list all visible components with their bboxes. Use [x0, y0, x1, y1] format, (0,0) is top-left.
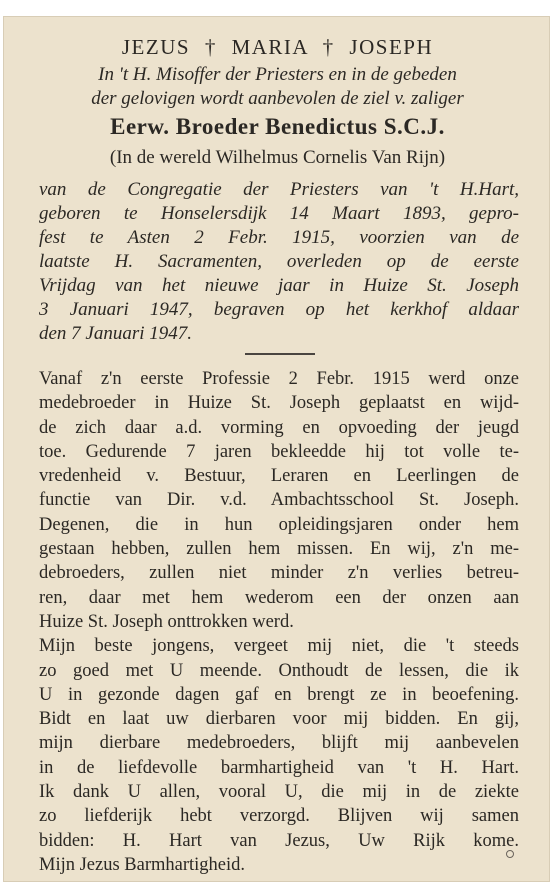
memorial-text: [39, 367, 519, 877]
text-line: Vanaf z'n eerste Professie 2 Febr. 1915 werd onze: [39, 369, 519, 389]
text-line: Mijn beste jongens, vergeet mij niet, die 't steeds: [39, 636, 519, 657]
text-line: Huize St. Joseph onttrokken werd.: [39, 611, 294, 632]
cross-icon: †: [204, 35, 217, 59]
text-line: mijn dierbare medebroeders, blijft mij aanbevelen: [39, 733, 519, 754]
divider: [245, 353, 315, 355]
text-line: U in gezonde dagen gaf en brengt ze in beoefening.: [39, 684, 519, 705]
deceased-name: Eerw. Broeder Benedictus S.C.J.: [110, 114, 445, 139]
memorial-card: [3, 16, 550, 882]
text-line: medebroeder in Huize St. Joseph geplaatst en wijd-: [39, 393, 519, 414]
header-maria: MARIA: [231, 35, 308, 59]
card-header: [4, 35, 550, 60]
text-line: Degenen, die in hun opleidingsjaren onder hem: [39, 514, 519, 535]
intro-line: In 't H. Misoffer der Priesters en in de gebeden: [98, 64, 457, 85]
bio-line: van de Congregatie der Priesters van 't H.Hart,: [39, 179, 519, 200]
text-line: Mijn Jezus Barmhartigheid.: [39, 854, 246, 875]
bio-line: Vrijdag van het nieuwe jaar in Huize St. Joseph: [39, 275, 519, 296]
text-line: de zich daar a.d. vorming en opvoeding der jeugd: [39, 417, 519, 438]
header-joseph: JOSEPH: [349, 35, 434, 59]
text-line: functie van Dir. v.d. Ambachtsschool St. Joseph.: [39, 490, 519, 511]
text-line: zo liefderijk hebt verzorgd. Blijven wij samen: [39, 806, 519, 827]
bio-line: fest te Asten 2 Febr. 1915, voorzien van de: [39, 227, 519, 248]
text-line: Ik dank U allen, vooral U, die mij in de ziekte: [39, 782, 519, 803]
text-line: Bidt en laat uw dierbaren voor mij bidden. En gij,: [39, 709, 519, 730]
header-jezus: JEZUS: [121, 35, 191, 59]
printer-mark-icon: [506, 850, 514, 858]
text-line: ren, daar met hem wederom een der onzen aan: [39, 587, 519, 608]
bio-line: geboren te Honselersdijk 14 Maart 1893, gepro-: [39, 203, 519, 224]
bio-line: 3 Januari 1947, begraven op het kerkhof aldaar: [39, 299, 519, 320]
text-line: zo goed met U meende. Onthoudt de lessen, die ik: [39, 660, 519, 681]
text-line: vredenheid v. Bestuur, Leraren en Leerlingen de: [39, 466, 519, 487]
bio-line: laatste H. Sacramenten, overleden op de eerste: [39, 251, 519, 272]
text-line: in de liefdevolle barmhartigheid van 't H. Hart.: [39, 757, 519, 778]
cross-icon: †: [322, 35, 335, 59]
worldly-name: (In de wereld Wilhelmus Cornelis Van Rijn): [109, 147, 446, 168]
bio-line: den 7 Januari 1947.: [39, 323, 193, 344]
text-line: debroeders, zullen niet minder z'n verlies betreu-: [39, 563, 519, 584]
intro-text: [4, 63, 550, 111]
intro-line: der gelovigen wordt aanbevolen de ziel v. zaliger: [91, 88, 464, 109]
biography: [39, 178, 519, 346]
text-line: toe. Gedurende 7 jaren bekleedde hij tot volle te-: [39, 441, 519, 462]
text-line: gestaan hebben, zullen hem missen. En wij, z'n me-: [39, 539, 519, 560]
text-line: bidden: H. Hart van Jezus, Uw Rijk kome.: [39, 830, 519, 851]
